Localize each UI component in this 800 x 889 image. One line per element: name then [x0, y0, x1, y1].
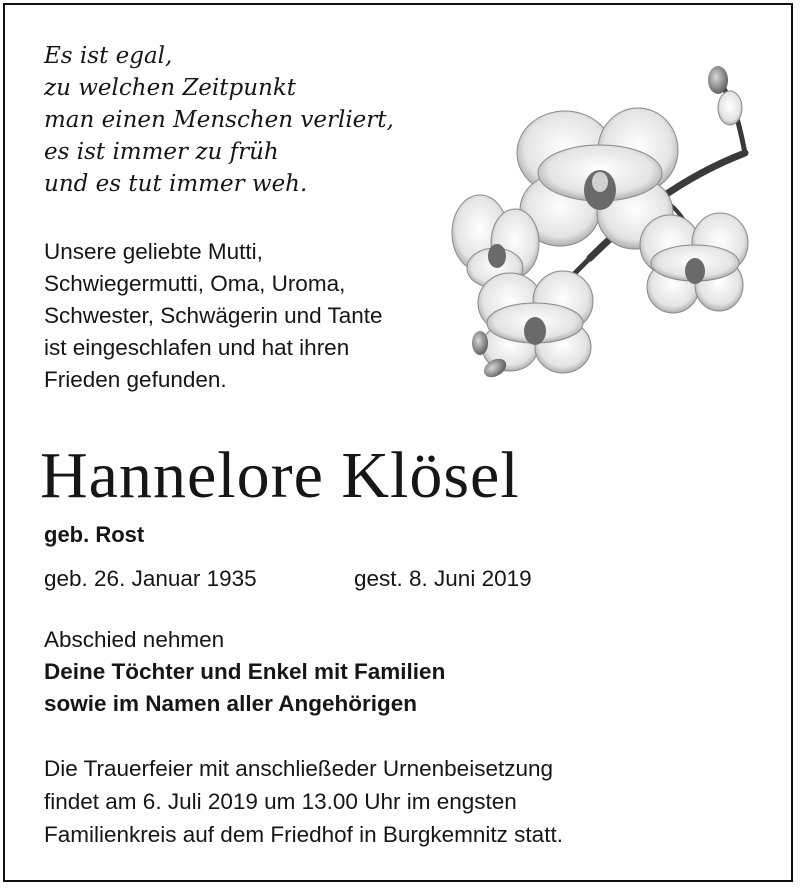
ceremony-line: Familienkreis auf dem Friedhof in Burgkemnitz statt. — [44, 822, 563, 847]
poem — [44, 40, 464, 200]
farewell-block — [44, 624, 445, 720]
poem-line: zu welchen Zeitpunkt — [44, 75, 297, 101]
ceremony-line: findet am 6. Juli 2019 um 13.00 Uhr im engsten — [44, 789, 517, 814]
intro-line: Unsere geliebte Mutti, — [44, 239, 263, 264]
farewell-intro: Abschied nehmen — [44, 627, 225, 652]
ceremony-info — [44, 752, 563, 851]
intro-line: Schwester, Schwägerin und Tante — [44, 303, 383, 328]
maiden-name: geb. Rost — [44, 522, 145, 547]
poem-line: man einen Menschen verliert, — [44, 107, 394, 133]
birth-date: geb. 26. Januar 1935 — [44, 566, 257, 591]
deceased-name: Hannelore Klösel — [40, 439, 520, 512]
life-dates — [44, 563, 532, 595]
orchid-branch-icon — [440, 58, 770, 398]
ceremony-line: Die Trauerfeier mit anschließeder Urnenbeisetzung — [44, 756, 553, 781]
intro-line: Frieden gefunden. — [44, 367, 227, 392]
intro-text — [44, 236, 464, 396]
poem-line: es ist immer zu früh — [44, 139, 279, 165]
mourners-line: Deine Töchter und Enkel mit Familien — [44, 659, 446, 684]
poem-line: und es tut immer weh. — [44, 171, 308, 197]
intro-line: Schwiegermutti, Oma, Uroma, — [44, 271, 346, 296]
death-date: gest. 8. Juni 2019 — [354, 566, 532, 591]
poem-line: Es ist egal, — [44, 43, 173, 69]
intro-line: ist eingeschlafen und hat ihren — [44, 335, 350, 360]
mourners-line: sowie im Namen aller Angehörigen — [44, 691, 418, 716]
